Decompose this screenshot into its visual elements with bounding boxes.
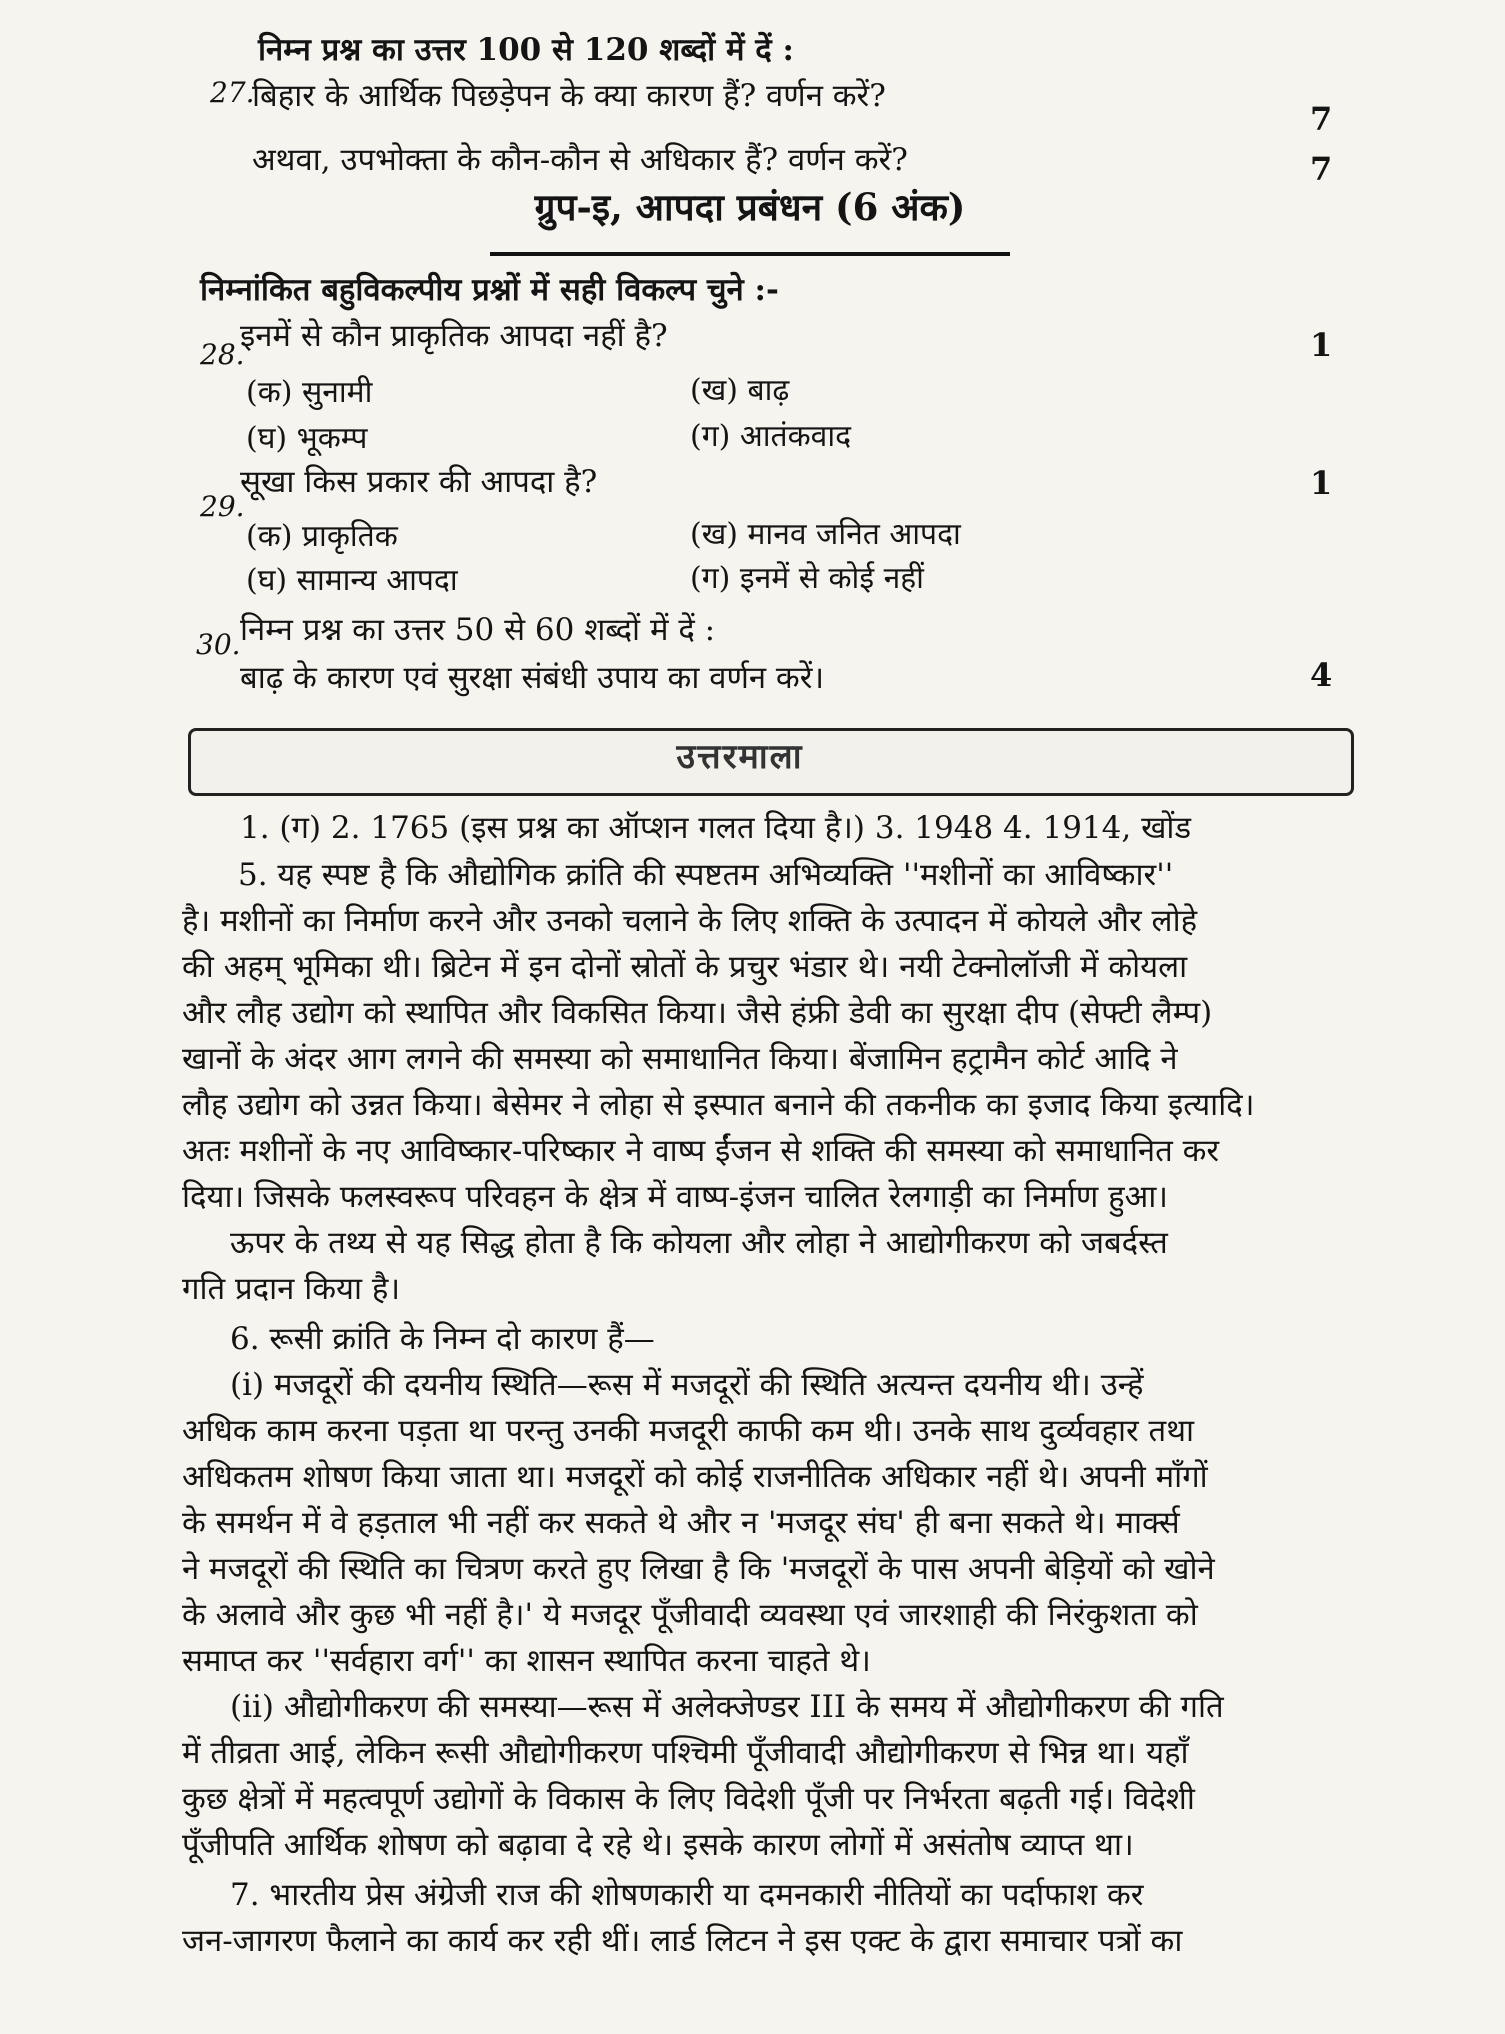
q30-subtext: बाढ़ के कारण एवं सुरक्षा संबंधी उपाय का वर्णन करें। bbox=[240, 660, 825, 696]
answer-5-line: गति प्रदान किया है। bbox=[182, 1271, 401, 1307]
section-underline bbox=[490, 252, 1010, 256]
answer-key-title: उत्तरमाला bbox=[676, 737, 804, 777]
q29-number: 29. bbox=[200, 490, 245, 523]
q28-text: इनमें से कौन प्राकृतिक आपदा नहीं है? bbox=[240, 318, 668, 354]
answer-7-line: 7. भारतीय प्रेस अंग्रेजी राज की शोषणकारी या दमनकारी नीतियों का पर्दाफाश कर bbox=[230, 1877, 1144, 1913]
q28-option-ga: (ग) आतंकवाद bbox=[690, 419, 852, 454]
answer-5-line: अतः मशीनों के नए आविष्कार-परिष्कार ने वाष्प ईंजन से शक्ति की समस्या को समाधानित कर bbox=[182, 1133, 1220, 1169]
answer-6-line: के समर्थन में वे हड़ताल भी नहीं कर सकते थे और न 'मजदूर संघ' ही बना सकते थे। मार्क्स bbox=[182, 1505, 1180, 1541]
q29-marks: 1 bbox=[1310, 464, 1333, 502]
q28-option-ka: (क) सुनामी bbox=[246, 375, 373, 410]
q27-marks2: 7 bbox=[1310, 150, 1333, 188]
answer-6-line: 6. रूसी क्रांति के निम्न दो कारण हैं— bbox=[230, 1321, 655, 1357]
q30-number: 30. bbox=[196, 628, 241, 661]
answer-7 bbox=[182, 1872, 1332, 1964]
q28-option-gha: (घ) भूकम्प bbox=[246, 421, 368, 456]
q27-line1: बिहार के आर्थिक पिछड़ेपन के क्या कारण हैं? वर्णन करें? bbox=[252, 78, 886, 114]
answer-6-line: अधिक काम करना पड़ता था परन्तु उनकी मजदूरी काफी कम थी। उनके साथ दुर्व्यवहार तथा bbox=[182, 1413, 1195, 1449]
q28-marks: 1 bbox=[1310, 326, 1333, 364]
section-instruction: निम्नांकित बहुविकल्पीय प्रश्नों में सही विकल्प चुने :- bbox=[200, 272, 779, 308]
q27-number: 27. bbox=[210, 76, 255, 109]
section-title: ग्रुप-इ, आपदा प्रबंधन (6 अंक) bbox=[534, 185, 966, 229]
answer-6-line: में तीव्रता आई, लेकिन रूसी औद्योगीकरण पश्चिमी पूँजीवादी औद्योगीकरण से भिन्न था। यहाँ bbox=[182, 1735, 1189, 1771]
answer-6-line: समाप्त कर ''सर्वहारा वर्ग'' का शासन स्थापित करना चाहते थे। bbox=[182, 1643, 871, 1679]
answer-7-line: जन-जागरण फैलाने का कार्य कर रही थीं। लार्ड लिटन ने इस एक्ट के द्वारा समाचार पत्रों का bbox=[182, 1923, 1183, 1959]
answer-6-line: (i) मजदूरों की दयनीय स्थिति—रूस में मजदूरों की स्थिति अत्यन्त दयनीय थी। उन्हें bbox=[230, 1367, 1144, 1403]
answer-6-line: पूँजीपति आर्थिक शोषण को बढ़ावा दे रहे थे। इसके कारण लोगों में असंतोष व्याप्त था। bbox=[182, 1827, 1134, 1863]
q30-marks: 4 bbox=[1310, 656, 1333, 694]
q29-option-gha: (घ) सामान्य आपदा bbox=[246, 563, 458, 598]
answer-line-1: 1. (ग) 2. 1765 (इस प्रश्न का ऑप्शन गलत दिया है।) 3. 1948 4. 1914, खोंड bbox=[240, 810, 1192, 846]
q28-option-kha: (ख) बाढ़ bbox=[690, 373, 790, 408]
answer-6-line: ने मजदूरों की स्थिति का चित्रण करते हुए लिखा है कि 'मजदूरों के पास अपनी बेड़ियों को खोने bbox=[182, 1551, 1215, 1587]
answer-5-line: और लौह उद्योग को स्थापित और विकसित किया। जैसे हंफ्री डेवी का सुरक्षा दीप (सेफ्टी लैम्प) bbox=[182, 995, 1213, 1031]
q29-text: सूखा किस प्रकार की आपदा है? bbox=[240, 464, 598, 500]
q29-option-kha: (ख) मानव जनित आपदा bbox=[690, 517, 961, 552]
answer-6-line: के अलावे और कुछ भी नहीं है।' ये मजदूर पूँजीवादी व्यवस्था एवं जारशाही की निरंकुशता को bbox=[182, 1597, 1198, 1633]
q27-marks1: 7 bbox=[1310, 100, 1333, 138]
answer-5-line: ऊपर के तथ्य से यह सिद्ध होता है कि कोयला और लोहा ने आद्योगीकरण को जबर्दस्त bbox=[230, 1225, 1168, 1261]
answer-5-line: दिया। जिसके फलस्वरूप परिवहन के क्षेत्र में वाष्प-इंजन चालित रेलगाड़ी का निर्माण हुआ। bbox=[182, 1179, 1169, 1215]
q27-line2: अथवा, उपभोक्ता के कौन-कौन से अधिकार हैं? वर्णन करें? bbox=[252, 142, 908, 178]
answer-5-line: है। मशीनों का निर्माण करने और उनको चलाने के लिए शक्ति के उत्पादन में कोयले और लोहे bbox=[182, 903, 1198, 939]
q28-number: 28. bbox=[200, 338, 245, 371]
q30-text: निम्न प्रश्न का उत्तर 50 से 60 शब्दों में दें : bbox=[240, 612, 716, 648]
answer-5-line: लौह उद्योग को उन्नत किया। बेसेमर ने लोहा से इस्पात बनाने की तकनीक का इजाद किया इत्यादि। bbox=[182, 1087, 1255, 1123]
answer-6 bbox=[182, 1316, 1332, 1868]
q27-header: निम्न प्रश्न का उत्तर 100 से 120 शब्दों में दें : bbox=[258, 32, 795, 68]
q29-option-ka: (क) प्राकृतिक bbox=[246, 519, 398, 554]
answer-5-line: 5. यह स्पष्ट है कि औद्योगिक क्रांति की स्पष्टतम अभिव्यक्ति ''मशीनों का आविष्कार'' bbox=[238, 857, 1174, 893]
q29-option-ga: (ग) इनमें से कोई नहीं bbox=[690, 561, 924, 596]
answer-6-line: (ii) औद्योगीकरण की समस्या—रूस में अलेक्जेण्डर III के समय में औद्योगीकरण की गति bbox=[230, 1689, 1224, 1725]
answer-6-line: अधिकतम शोषण किया जाता था। मजदूरों को कोई राजनीतिक अधिकार नहीं थे। अपनी माँगों bbox=[182, 1459, 1208, 1495]
answer-5 bbox=[182, 852, 1332, 1312]
answer-6-line: कुछ क्षेत्रों में महत्वपूर्ण उद्योगों के विकास के लिए विदेशी पूँजी पर निर्भरता बढ़ती गई। विदेशी bbox=[182, 1781, 1195, 1817]
answer-5-line: खानों के अंदर आग लगने की समस्या को समाधानित किया। बेंजामिन हट्रामैन कोर्ट आदि ने bbox=[182, 1041, 1178, 1077]
answer-5-line: की अहम् भूमिका थी। ब्रिटेन में इन दोनों स्रोतों के प्रचुर भंडार थे। नयी टेक्नोलॉजी में कोयला bbox=[182, 949, 1188, 985]
